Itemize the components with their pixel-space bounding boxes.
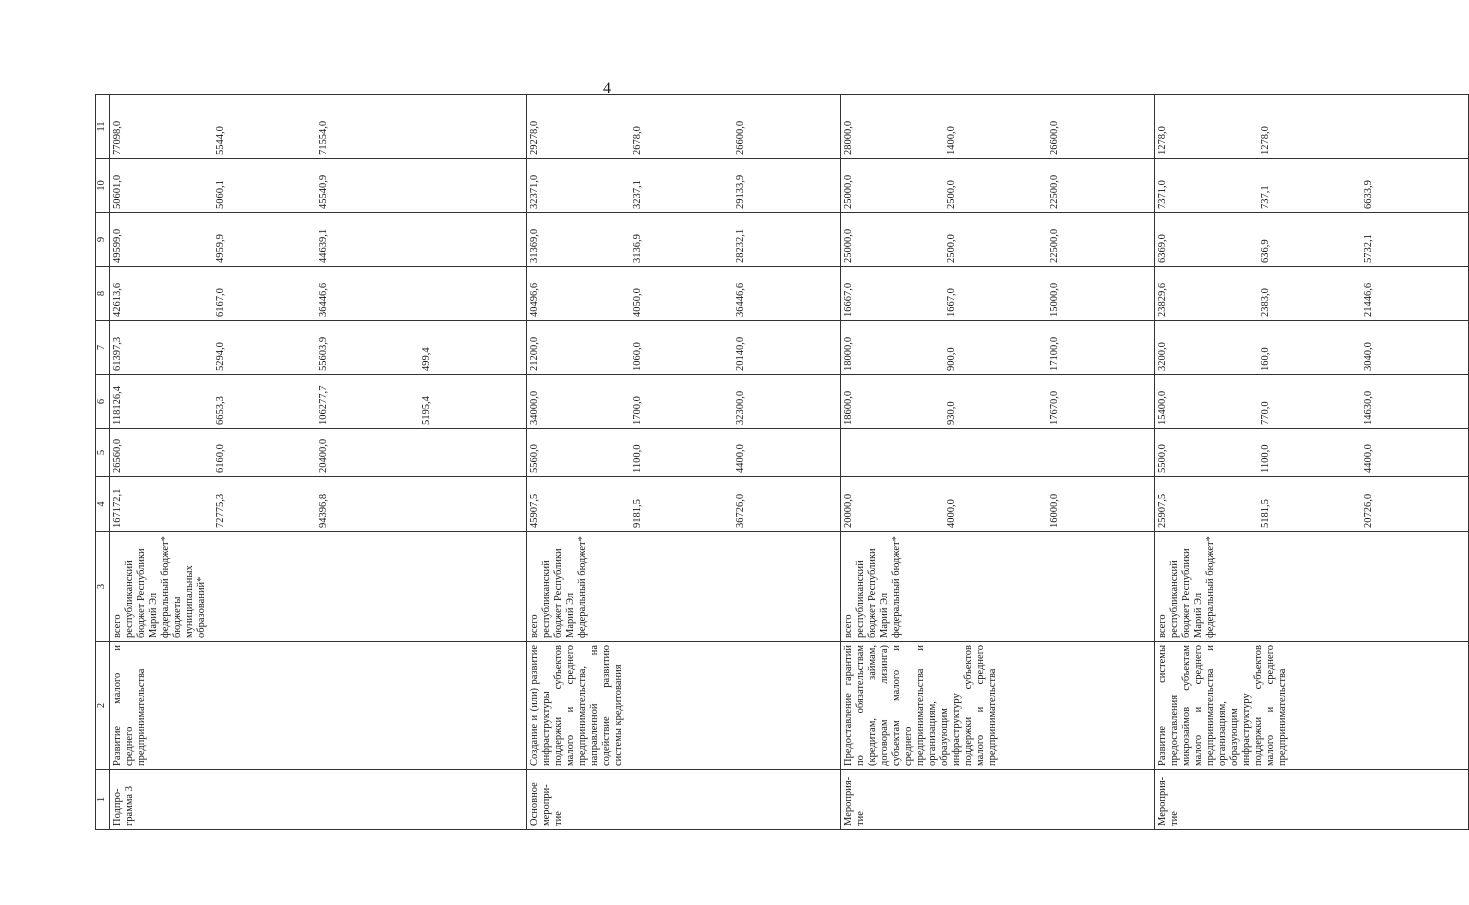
year-value-cell [527, 477, 841, 532]
amount-value: 5544,0 [215, 126, 226, 155]
amount-value: 32300,0 [735, 390, 746, 425]
funding-source-label: всего [112, 614, 123, 638]
amount-value [843, 432, 946, 473]
funding-source-label: республиканский бюджет Республики Марий Эл [1169, 548, 1204, 638]
amount-value: 20400,0 [318, 438, 329, 473]
funding-source-label: федеральный бюджет* [577, 536, 588, 638]
amount-value: 55603,9 [318, 336, 329, 371]
amount-value [421, 162, 524, 209]
year-value-cell [1155, 213, 1469, 267]
page-number: 4 [603, 80, 611, 97]
amount-value: 15400,0 [1157, 390, 1168, 425]
program-name-cell: Создание и (или) развитие инфраструктуры поддержки субъектов малого и среднего предпринимательства, направленной на содействие развитию системы кредитования [527, 642, 841, 770]
amount-value: 6160,0 [215, 444, 226, 473]
amount-value: 7371,0 [1157, 180, 1168, 209]
amount-value [421, 98, 524, 155]
funding-source-label: федеральный бюджет* [891, 536, 902, 638]
amount-value: 5195,4 [421, 396, 432, 425]
amount-value: 9181,5 [632, 499, 643, 528]
amount-value: 5294,0 [215, 342, 226, 371]
amount-value: 36726,0 [735, 493, 746, 528]
amount-value [421, 270, 524, 317]
amount-value: 28232,1 [735, 228, 746, 263]
year-value-cell [110, 429, 527, 477]
amount-value [1049, 432, 1152, 473]
year-value-cell [527, 375, 841, 429]
funding-source-label: республиканский бюджет Республики Марий Эл [855, 548, 890, 638]
amount-value: 42613,6 [112, 282, 123, 317]
year-value-cell [1155, 267, 1469, 321]
year-value-cell [1155, 321, 1469, 375]
year-value-cell [110, 375, 527, 429]
funding-source-label: всего [1157, 614, 1168, 638]
header-cell: 10 [96, 159, 110, 213]
amount-value: 94396,8 [318, 493, 329, 528]
amount-value: 20140,0 [735, 336, 746, 371]
year-value-cell [527, 213, 841, 267]
amount-value: 26600,0 [1049, 120, 1060, 155]
amount-value: 18000,0 [843, 336, 854, 371]
amount-value: 14630,0 [1363, 390, 1374, 425]
amount-value: 737,1 [1260, 185, 1271, 209]
amount-value: 5500,0 [1157, 444, 1168, 473]
program-name-cell: Развитие малого и среднего предпринимательства [110, 642, 527, 770]
amount-value: 45907,5 [529, 493, 540, 528]
amount-value: 5060,1 [215, 180, 226, 209]
header-row [96, 95, 110, 830]
amount-value: 26560,0 [112, 438, 123, 473]
year-value-cell [1155, 375, 1469, 429]
year-value-cell [1155, 477, 1469, 532]
year-value-cell [110, 213, 527, 267]
year-value-cell [1155, 159, 1469, 213]
amount-value: 4000,0 [946, 499, 957, 528]
amount-value: 2678,0 [632, 126, 643, 155]
amount-value: 167172,1 [112, 488, 123, 528]
amount-value: 3200,0 [1157, 342, 1168, 371]
amount-value: 20000,0 [843, 493, 854, 528]
year-value-cell [527, 95, 841, 159]
amount-value: 34000,0 [529, 390, 540, 425]
header-cell: 7 [96, 321, 110, 375]
amount-value: 1100,0 [1260, 444, 1271, 473]
amount-value: 106277,7 [318, 385, 329, 425]
amount-value: 6369,0 [1157, 234, 1168, 263]
funding-source-label: бюджеты муниципальных образований* [172, 565, 207, 638]
funding-source-cell [110, 532, 527, 642]
year-value-cell [1155, 95, 1469, 159]
funding-source-label: всего [529, 614, 540, 638]
header-cell: 3 [96, 532, 110, 642]
year-value-cell [527, 159, 841, 213]
amount-value: 71554,0 [318, 120, 329, 155]
amount-value: 3136,9 [632, 234, 643, 263]
header-cell: 4 [96, 477, 110, 532]
table-row [110, 95, 527, 830]
header-cell: 9 [96, 213, 110, 267]
amount-value: 25000,0 [843, 174, 854, 209]
amount-value [421, 216, 524, 263]
year-value-cell [527, 321, 841, 375]
amount-value: 16667,0 [843, 282, 854, 317]
amount-value: 16000,0 [1049, 493, 1060, 528]
amount-value: 6167,0 [215, 288, 226, 317]
year-value-cell [527, 429, 841, 477]
amount-value: 5732,1 [1363, 234, 1374, 263]
amount-value: 636,9 [1260, 239, 1271, 263]
amount-value: 61397,3 [112, 336, 123, 371]
table-row [841, 95, 1155, 830]
funding-source-label: федеральный бюджет* [160, 536, 171, 638]
amount-value: 6633,9 [1363, 180, 1374, 209]
program-type-cell: Мероприя-тие [841, 770, 1155, 830]
amount-value: 1667,0 [946, 288, 957, 317]
amount-value: 45540,9 [318, 174, 329, 209]
program-type-cell: Мероприя-тие [1155, 770, 1469, 830]
amount-value: 29278,0 [529, 120, 540, 155]
amount-value: 36446,6 [318, 282, 329, 317]
amount-value: 2500,0 [946, 234, 957, 263]
amount-value: 1278,0 [1157, 126, 1168, 155]
funding-source-label: республиканский бюджет Республики Марий Эл [124, 548, 159, 638]
amount-value: 25000,0 [843, 228, 854, 263]
year-value-cell [110, 321, 527, 375]
amount-value: 20726,0 [1363, 493, 1374, 528]
amount-value [946, 432, 1049, 473]
amount-value: 2383,0 [1260, 288, 1271, 317]
header-cell: 5 [96, 429, 110, 477]
amount-value: 770,0 [1260, 401, 1271, 425]
amount-value: 17100,0 [1049, 336, 1060, 371]
amount-value: 21446,6 [1363, 282, 1374, 317]
year-value-cell [110, 159, 527, 213]
year-value-cell [527, 267, 841, 321]
header-cell: 11 [96, 95, 110, 159]
amount-value: 44639,1 [318, 228, 329, 263]
amount-value: 1700,0 [632, 396, 643, 425]
amount-value [1363, 98, 1466, 155]
amount-value [421, 480, 524, 528]
funding-source-label: республиканский бюджет Республики Марий Эл [541, 548, 576, 638]
rotated-table-container [95, 95, 1374, 830]
table-row [527, 95, 841, 830]
amount-value: 900,0 [946, 347, 957, 371]
header-cell: 2 [96, 642, 110, 770]
amount-value: 1400,0 [946, 126, 957, 155]
amount-value: 77098,0 [112, 120, 123, 155]
funding-source-cell [1155, 532, 1469, 642]
header-cell: 6 [96, 375, 110, 429]
year-value-cell [841, 429, 1155, 477]
table-row [1155, 95, 1469, 830]
year-value-cell [1155, 429, 1469, 477]
amount-value: 15000,0 [1049, 282, 1060, 317]
header-cell: 8 [96, 267, 110, 321]
amount-value: 26600,0 [735, 120, 746, 155]
amount-value: 18600,0 [843, 390, 854, 425]
amount-value: 2500,0 [946, 180, 957, 209]
year-value-cell [841, 321, 1155, 375]
amount-value: 160,0 [1260, 347, 1271, 371]
amount-value: 4400,0 [735, 444, 746, 473]
funding-source-label: федеральный бюджет* [1205, 536, 1216, 638]
year-value-cell [110, 95, 527, 159]
program-type-cell: Подпро-грамма 3 [110, 770, 527, 830]
amount-value [421, 432, 524, 473]
year-value-cell [841, 375, 1155, 429]
amount-value: 31369,0 [529, 228, 540, 263]
year-value-cell [841, 95, 1155, 159]
amount-value: 1278,0 [1260, 126, 1271, 155]
amount-value: 49599,0 [112, 228, 123, 263]
amount-value: 21200,0 [529, 336, 540, 371]
amount-value: 3040,0 [1363, 342, 1374, 371]
amount-value: 3237,1 [632, 180, 643, 209]
year-value-cell [841, 159, 1155, 213]
amount-value: 17670,0 [1049, 390, 1060, 425]
amount-value: 28000,0 [843, 120, 854, 155]
program-name-cell: Предоставление гарантий по обязательствам (кредитам, займам, договорам лизинга) субъектам малого и среднего предпринимательства и организациям, образующим инфраструктуру поддержки субъектов малого и среднего предпринимательства [841, 642, 1155, 770]
amount-value: 4400,0 [1363, 444, 1374, 473]
funding-source-cell [841, 532, 1155, 642]
amount-value: 32371,0 [529, 174, 540, 209]
amount-value: 118126,4 [112, 386, 123, 425]
amount-value: 5560,0 [529, 444, 540, 473]
amount-value: 29133,9 [735, 174, 746, 209]
amount-value: 1060,0 [632, 342, 643, 371]
amount-value: 25907,5 [1157, 493, 1168, 528]
amount-value: 499,4 [421, 347, 432, 371]
year-value-cell [841, 213, 1155, 267]
amount-value: 930,0 [946, 401, 957, 425]
amount-value: 22500,0 [1049, 174, 1060, 209]
budget-table [95, 94, 1469, 830]
amount-value: 72775,3 [215, 493, 226, 528]
program-type-cell: Основное меропри-тие [527, 770, 841, 830]
year-value-cell [110, 267, 527, 321]
amount-value: 4050,0 [632, 288, 643, 317]
year-value-cell [110, 477, 527, 532]
year-value-cell [841, 267, 1155, 321]
amount-value: 22500,0 [1049, 228, 1060, 263]
year-value-cell [841, 477, 1155, 532]
program-name-cell: Развитие системы предоставления микрозаймов субъектам малого и среднего предпринимательства и организациям, образующим инфраструктуру поддержки субъектов малого и среднего предпринимательства [1155, 642, 1469, 770]
amount-value: 40496,6 [529, 282, 540, 317]
funding-source-label: всего [843, 614, 854, 638]
amount-value: 5181,5 [1260, 499, 1271, 528]
amount-value: 36446,6 [735, 282, 746, 317]
amount-value: 6653,3 [215, 396, 226, 425]
funding-source-cell [527, 532, 841, 642]
amount-value: 23829,6 [1157, 282, 1168, 317]
amount-value: 1100,0 [632, 444, 643, 473]
header-cell: 1 [96, 770, 110, 830]
amount-value: 4959,9 [215, 234, 226, 263]
amount-value: 50601,0 [112, 174, 123, 209]
